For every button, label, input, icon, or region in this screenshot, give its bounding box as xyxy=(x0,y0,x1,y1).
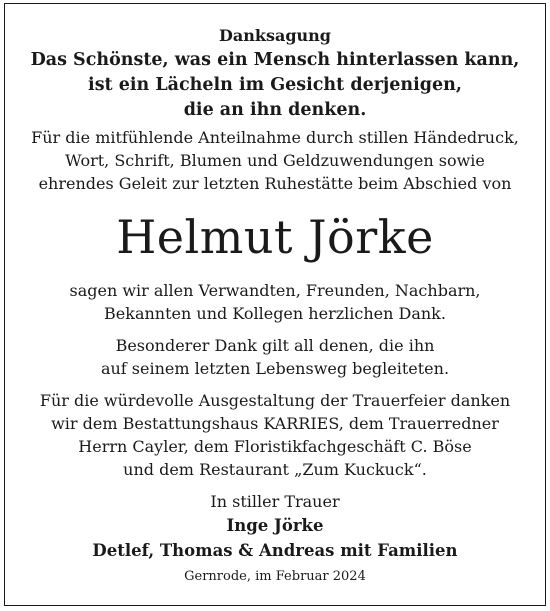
ceremony-thanks-line: Für die würdevolle Ausgestaltung der Trauerfeier danken xyxy=(39,391,511,410)
ceremony-thanks-line: und dem Restaurant „Zum Kuckuck“. xyxy=(123,460,427,479)
quote-line: die an ihn denken. xyxy=(183,100,367,120)
thanks-line: sagen wir allen Verwandten, Freunden, Nachbarn, xyxy=(69,281,481,300)
signer-primary: Inge Jörke xyxy=(226,516,324,535)
deceased-name: Helmut Jörke xyxy=(116,210,434,264)
thanks-line: Bekannten und Kollegen herzlichen Dank. xyxy=(104,304,446,323)
intro-line: Für die mitfühlende Anteilnahme durch stillen Händedruck, xyxy=(31,128,519,147)
quote-line: ist ein Lächeln im Gesicht derjenigen, xyxy=(88,75,462,95)
ceremony-thanks-line: Herrn Cayler, dem Floristikfachgeschäft C. Böse xyxy=(78,437,472,456)
special-thanks-line: Besonderer Dank gilt all denen, die ihn xyxy=(115,336,435,355)
signer-family: Detlef, Thomas & Andreas mit Familien xyxy=(92,541,458,560)
place-date: Gernrode, im Februar 2024 xyxy=(184,569,366,584)
mourning-phrase: In stiller Trauer xyxy=(210,492,340,511)
quote-line: Das Schönste, was ein Mensch hinterlassen kann, xyxy=(30,50,520,70)
intro-line: Wort, Schrift, Blumen und Geldzuwendungen sowie xyxy=(65,151,485,170)
obituary-notice xyxy=(4,3,546,606)
ceremony-thanks-line: wir dem Bestattungshaus KARRIES, dem Trauerredner xyxy=(51,414,499,433)
special-thanks-line: auf seinem letzten Lebensweg begleiteten. xyxy=(100,359,450,378)
heading: Danksagung xyxy=(219,26,331,45)
intro-line: ehrendes Geleit zur letzten Ruhestätte beim Abschied von xyxy=(38,174,512,193)
